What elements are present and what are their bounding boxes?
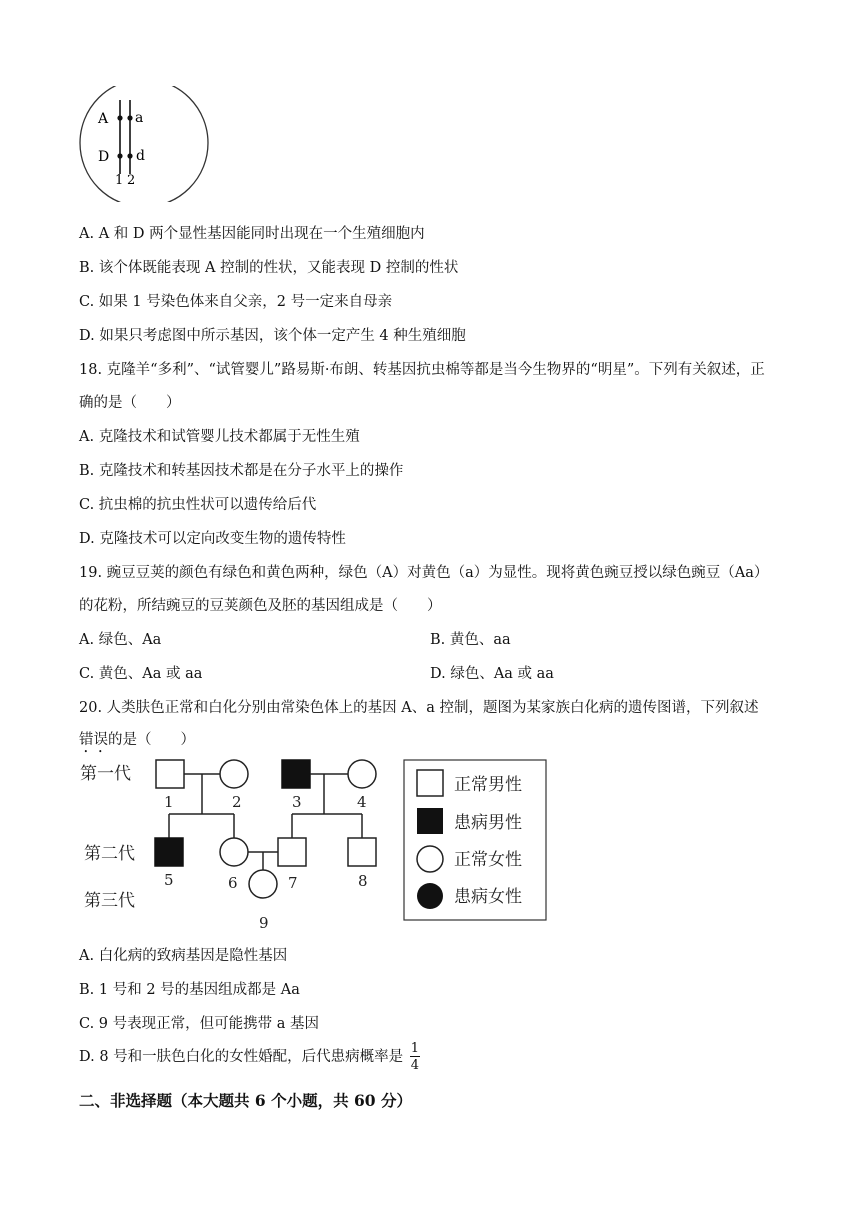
legend-normal-male-icon <box>417 770 443 796</box>
individual-8-normal-male <box>348 838 376 866</box>
fraction-denominator: 4 <box>410 1058 420 1073</box>
cell-outline <box>80 86 208 202</box>
section-heading: 二、非选择题（本大题共 6 个小题，共 60 分） <box>79 1091 412 1110</box>
q20-stem-line1: 20. 人类肤色正常和白化分别由常染色体上的基因 A、a 控制，题图为某家族白化病的遗传图谱，下列叙述 <box>79 700 759 716</box>
individual-number-1: 1 <box>164 793 174 811</box>
q20-option-d <box>79 1042 420 1072</box>
individual-number-9: 9 <box>259 914 269 932</box>
q20-emphasis-word: 错误 <box>79 732 108 748</box>
gene-label-A: A <box>98 111 109 127</box>
legend-normal-male: 正常男性 <box>454 775 522 795</box>
pedigree-chart <box>78 752 552 934</box>
q19-option-a: A. 绿色、Aa <box>79 632 162 648</box>
q17-option-b: B. 该个体既能表现 A 控制的性状，又能表现 D 控制的性状 <box>79 260 459 276</box>
individual-number-7: 7 <box>288 874 298 892</box>
q18-option-c: C. 抗虫棉的抗虫性状可以遗传给后代 <box>79 497 317 513</box>
q20-option-d-text: D. 8 号和一肤色白化的女性婚配，后代患病概率是 <box>79 1049 404 1065</box>
generation-label-3: 第三代 <box>84 891 135 911</box>
q17-option-d: D. 如果只考虑图中所示基因，该个体一定产生 4 种生殖细胞 <box>79 328 466 344</box>
gene-label-D: D <box>98 149 110 165</box>
legend-affected-female-icon <box>417 883 443 909</box>
individual-9-normal-female <box>249 870 277 898</box>
chromosome-number-2: 2 <box>127 173 136 188</box>
q18-stem-line2: 确的是（ ） <box>79 395 181 411</box>
gene-label-d: d <box>136 148 145 164</box>
generation-label-1: 第一代 <box>80 764 131 784</box>
generation-label-2: 第二代 <box>84 844 135 864</box>
q18-option-d: D. 克隆技术可以定向改变生物的遗传特性 <box>79 531 346 547</box>
q20-stem-rest: 的是（ ） <box>108 732 195 748</box>
q19-option-b: B. 黄色、aa <box>430 632 511 648</box>
individual-2-normal-female <box>220 760 248 788</box>
individual-number-4: 4 <box>357 793 367 811</box>
legend-affected-male: 患病男性 <box>454 813 522 833</box>
chromosome-number-1: 1 <box>115 173 124 188</box>
q18-option-a: A. 克隆技术和试管婴儿技术都属于无性生殖 <box>79 429 360 445</box>
q19-option-c: C. 黄色、Aa 或 aa <box>79 666 203 682</box>
gene-label-a: a <box>135 110 144 126</box>
legend-normal-female-icon <box>417 846 443 872</box>
q19-stem-line2: 的花粉，所结豌豆的豆荚颜色及胚的基因组成是（ ） <box>79 598 442 614</box>
legend-normal-female: 正常女性 <box>454 850 522 870</box>
probability-fraction <box>410 1042 420 1072</box>
individual-number-8: 8 <box>358 872 368 890</box>
individual-7-normal-male <box>278 838 306 866</box>
q18-option-b: B. 克隆技术和转基因技术都是在分子水平上的操作 <box>79 463 404 479</box>
q17-option-c: C. 如果 1 号染色体来自父亲，2 号一定来自母亲 <box>79 294 393 310</box>
individual-4-normal-female <box>348 760 376 788</box>
legend-affected-female: 患病女性 <box>454 887 522 907</box>
fraction-numerator: 1 <box>410 1041 420 1056</box>
chromosome-diagram <box>78 86 212 202</box>
individual-6-normal-female <box>220 838 248 866</box>
individual-5-affected-male <box>155 838 183 866</box>
q19-stem-line1: 19. 豌豆豆荚的颜色有绿色和黄色两种，绿色（A）对黄色（a）为显性。现将黄色豌豆授以绿色豌豆（Aa） <box>79 565 769 581</box>
q20-option-a: A. 白化病的致病基因是隐性基因 <box>79 948 288 964</box>
q17-option-a: A. A 和 D 两个显性基因能同时出现在一个生殖细胞内 <box>79 226 425 242</box>
legend-affected-male-icon <box>417 808 443 834</box>
individual-number-6: 6 <box>228 874 238 892</box>
individual-number-5: 5 <box>164 871 174 889</box>
individual-1-normal-male <box>156 760 184 788</box>
q18-stem-line1: 18. 克隆羊“多利”、“试管婴儿”路易斯·布朗、转基因抗虫棉等都是当今生物界的“明星”。下列有关叙述，正 <box>79 362 765 378</box>
q20-option-b: B. 1 号和 2 号的基因组成都是 Aa <box>79 982 300 998</box>
individual-number-3: 3 <box>292 793 302 811</box>
q19-option-d: D. 绿色、Aa 或 aa <box>430 666 554 682</box>
individual-number-2: 2 <box>232 793 242 811</box>
individual-3-affected-male <box>282 760 310 788</box>
q20-option-c: C. 9 号表现正常，但可能携带 a 基因 <box>79 1016 319 1032</box>
